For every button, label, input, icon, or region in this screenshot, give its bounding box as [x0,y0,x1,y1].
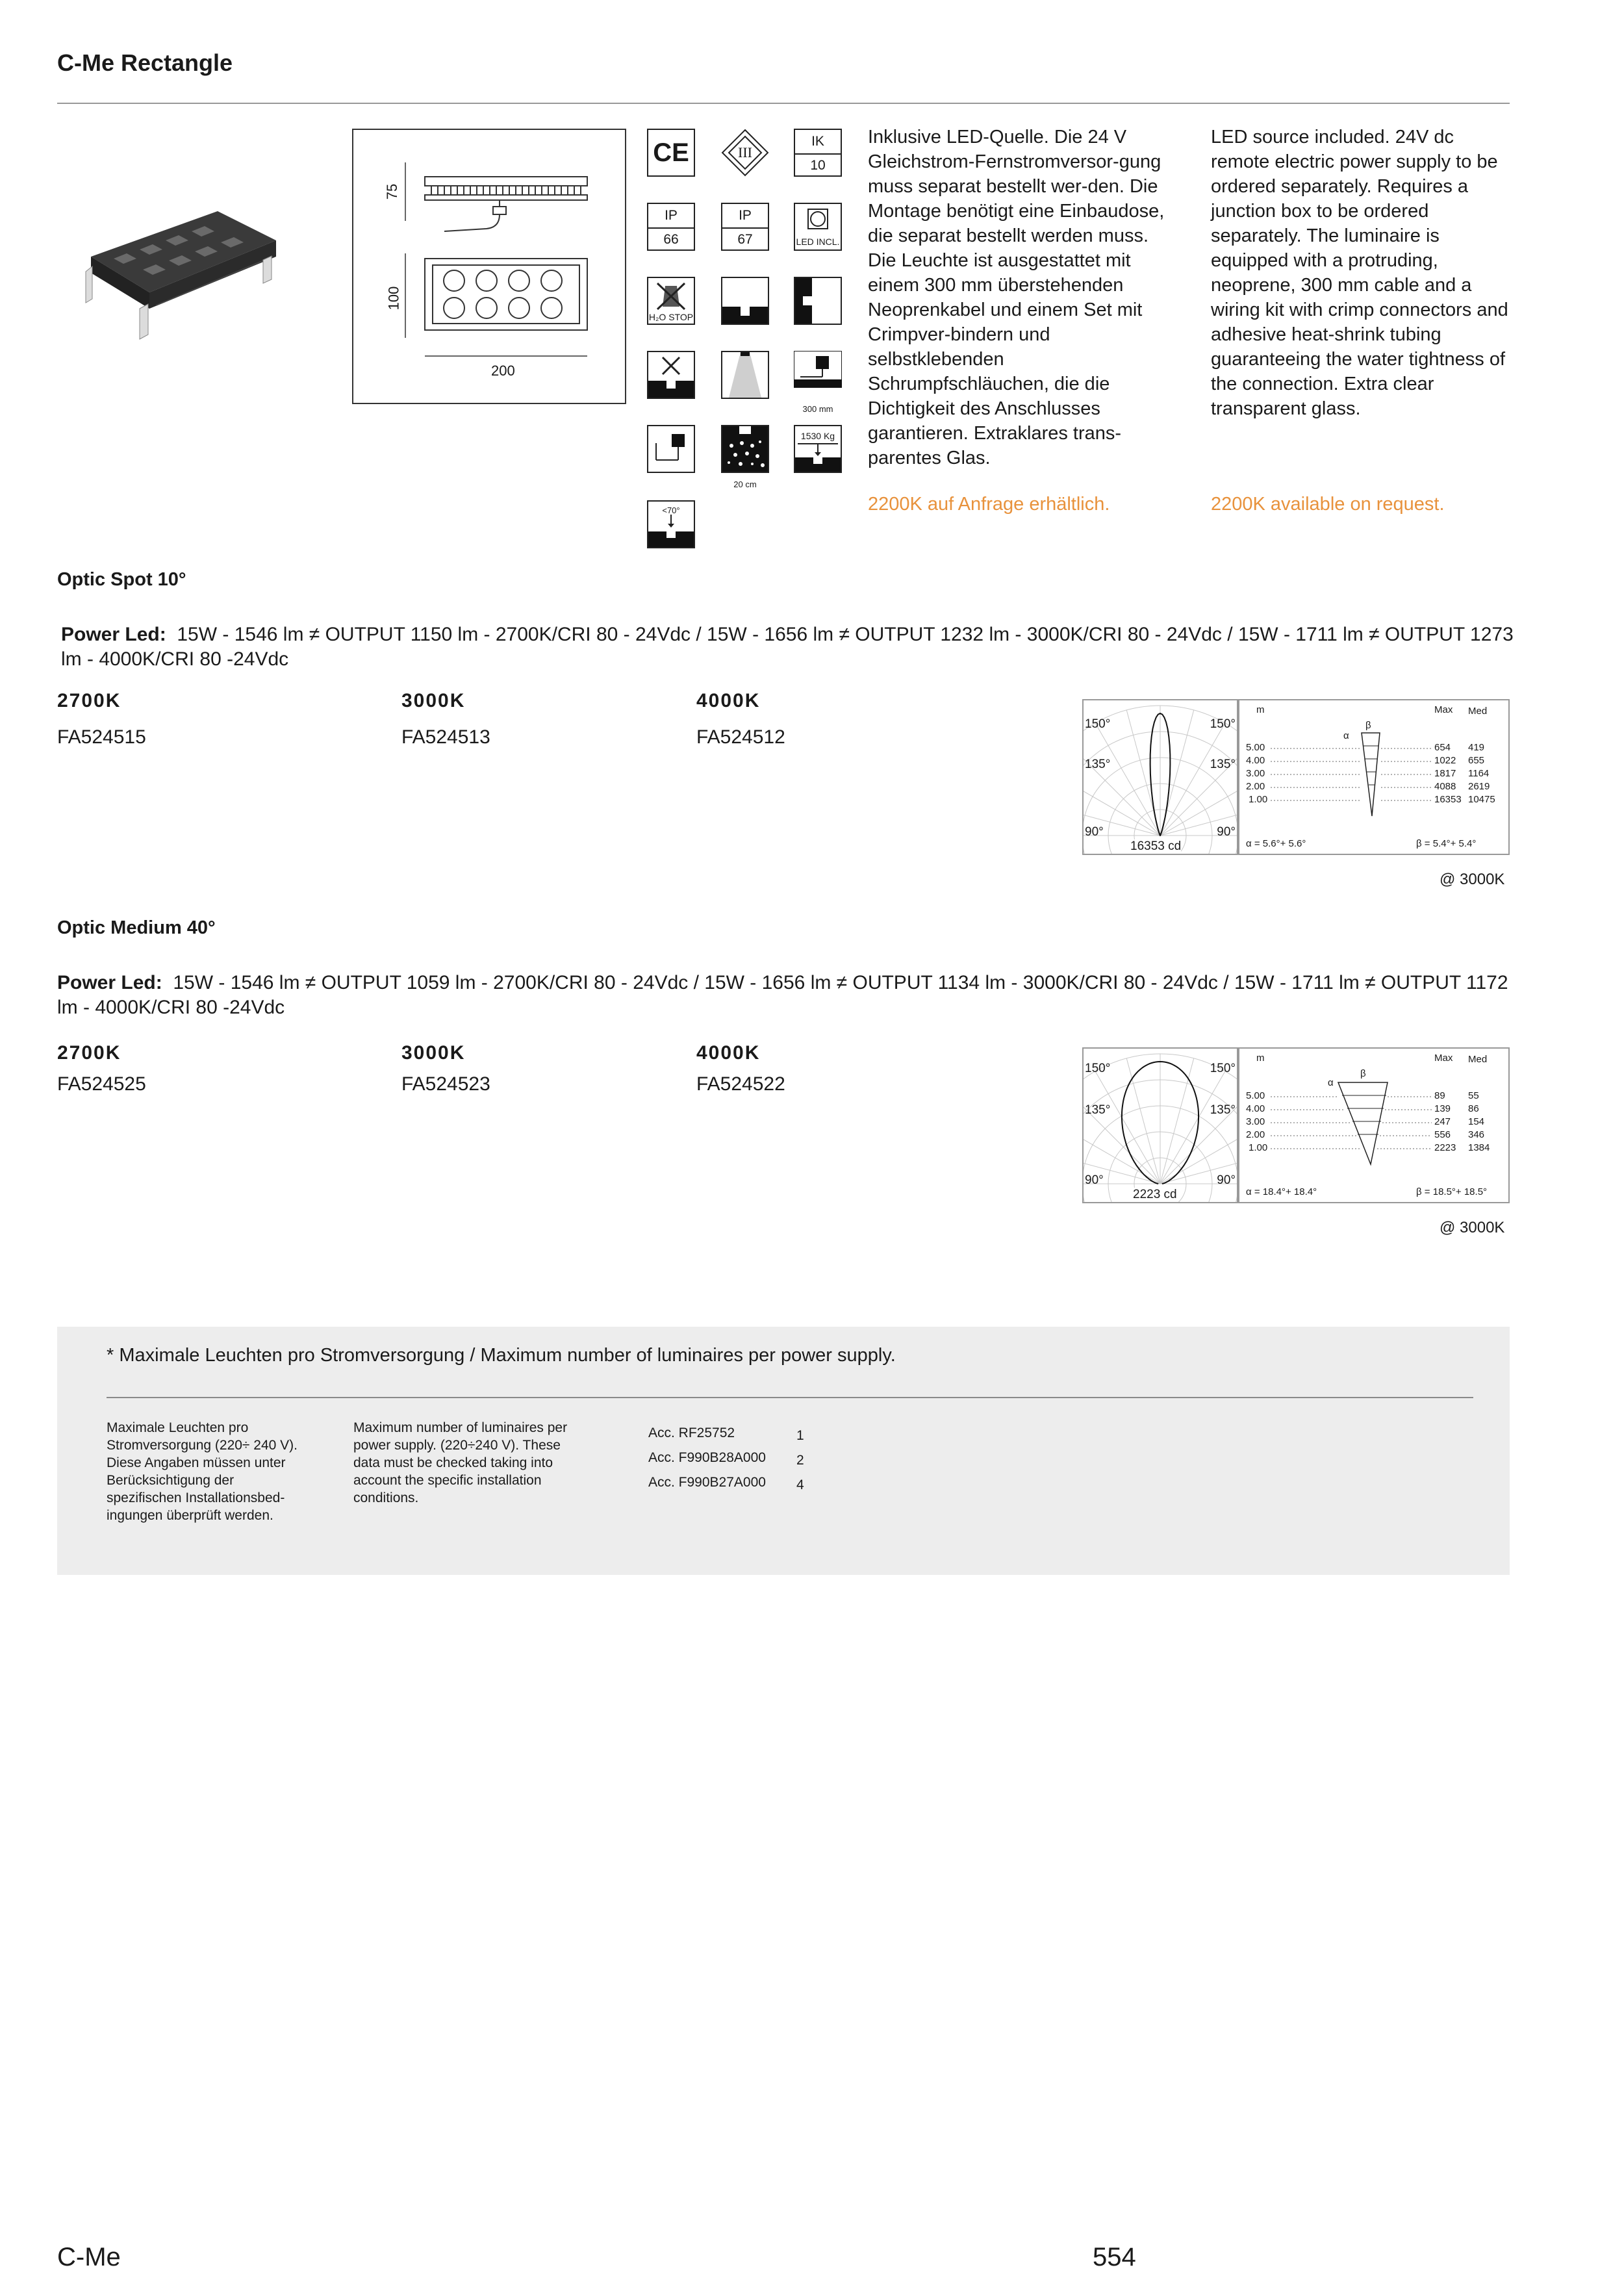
spot-peak-intensity: 16353 cd [1130,839,1182,853]
note-en: 2200K available on request. [1211,494,1445,515]
medium-angle-90-left: 90° [1085,1173,1104,1187]
row-2-med: 655 [1468,755,1485,766]
row-1-med: 55 [1468,1090,1479,1101]
spot-illuminance-table [1238,699,1510,855]
row-2-med: 86 [1468,1103,1479,1114]
accessory-1: Acc. RF25752 [648,1425,735,1440]
power-supply-divider [107,1397,1473,1398]
row-1-max: 89 [1434,1090,1445,1101]
beta-label: β [1360,1068,1366,1079]
row-5-max: 16353 [1434,794,1462,805]
row-3-distance: 3.00 [1246,768,1265,779]
ip67-icon: IP 67 [721,203,769,251]
spot-angle-150-right: 150° [1210,717,1236,731]
footer-page-number: 554 [1093,2243,1136,2271]
product-image [78,195,292,351]
row-4-med: 2619 [1468,781,1490,792]
row-4-max: 4088 [1434,781,1456,792]
note-de: 2200K auf Anfrage erhältlich. [868,494,1110,515]
table-med-header: Med [1468,706,1488,717]
power-supply-note-de: Maximale Leuchten pro Stromversorgung (220÷ 240 V). Diese Angaben müssen unter Berücksichtigung der spezifischen Installationsbed-ingungen überprüft werden. [107,1420,298,1523]
medium-temp-2700: 2700K [57,1042,121,1064]
row-5-med: 10475 [1468,794,1495,805]
table-med-header: Med [1468,1054,1488,1065]
certification-icons [647,129,848,557]
recessed-wall-icon [794,277,842,325]
footer-family: C-Me [57,2243,121,2271]
spot-code-4000: FA524512 [696,726,785,748]
driver-remote-icon [647,425,695,473]
power-led-specs: 15W - 1546 lm ≠ OUTPUT 1059 lm - 2700K/CRI 80 - 24Vdc / 15W - 1656 lm ≠ OUTPUT 1134 lm - 3000K/CRI 80 - 24Vdc / 15W - 1711 lm ≠ OUTPUT 1172 lm - 4000K/CRI 80 -24Vdc [57,972,1508,1018]
accessory-1-count: 1 [796,1428,804,1443]
recessed-floor-icon [721,277,769,325]
row-3-max: 1817 [1434,768,1456,779]
polar-grid-spoke [1160,1058,1194,1184]
accessory-3-count: 4 [796,1477,804,1492]
alpha-label: α [1343,730,1349,741]
row-3-med: 1164 [1468,768,1490,779]
spot-temp-4000: 4000K [696,690,761,711]
description-en: LED source included. 24V dc remote electric power supply to be ordered separately. Requires a junction box to be ordered separately. The luminaire is equipped with a protruding, neoprene, 300 mm cable and a wiring kit with crimp connectors and adhesive heat-shrink tubing guaranteeing the water tightness of the connection. Extra clear transparent glass. [1211,127,1508,419]
table-unit-m: m [1256,1053,1265,1064]
cable-length-icon: 300 mm [794,351,842,399]
row-5-med: 1384 [1468,1142,1490,1153]
spot-angle-90-left: 90° [1085,825,1104,839]
power-supply-heading: * Maximale Leuchten pro Stromversorgung / Maximum number of luminaires per power supply. [107,1345,896,1366]
row-3-max: 247 [1434,1116,1451,1127]
power-led-specs: 15W - 1546 lm ≠ OUTPUT 1150 lm - 2700K/CRI 80 - 24Vdc / 15W - 1656 lm ≠ OUTPUT 1232 lm - 3000K/CRI 80 - 24Vdc / 15W - 1711 lm ≠ OUTPUT 1273 lm - 4000K/CRI 80 -24Vdc [61,624,1514,670]
header-divider [57,103,1510,104]
beta-label: β [1365,720,1371,731]
row-4-med: 346 [1468,1129,1485,1140]
power-led-label: Power Led: [61,624,166,645]
optic-spot-title: Optic Spot 10° [57,569,186,590]
medium-illuminance-table [1238,1047,1510,1203]
table-max-header: Max [1434,1053,1453,1064]
medium-angle-135-right: 135° [1210,1103,1236,1117]
not-walkable-icon [647,351,695,399]
medium-temp-3000: 3000K [401,1042,466,1064]
accessory-2: Acc. F990B28A000 [648,1450,766,1465]
row-5-max: 2223 [1434,1142,1456,1153]
row-4-distance: 2.00 [1246,1129,1265,1140]
ce-icon: CE [647,129,695,177]
row-4-distance: 2.00 [1246,781,1265,792]
polar-grid-spoke [1126,1058,1160,1184]
row-2-max: 1022 [1434,755,1456,766]
row-1-max: 654 [1434,742,1451,753]
optic-spot-power [61,622,1516,672]
accessory-3: Acc. F990B27A000 [648,1475,766,1490]
accessory-2-count: 2 [796,1453,804,1468]
spot-angle-90-right: 90° [1217,825,1236,839]
spot-temp-2700: 2700K [57,690,121,711]
ip66-icon: IP 66 [647,203,695,251]
gravel-spacing-icon: 20 cm [721,425,769,473]
spot-angle-135-left: 135° [1085,758,1111,771]
medium-code-4000: FA524522 [696,1073,785,1095]
ik-rating-icon: IK 10 [794,129,842,177]
table-unit-m: m [1256,704,1265,715]
medium-angle-150-right: 150° [1210,1062,1236,1075]
medium-temp-4000: 4000K [696,1042,761,1064]
dim-height-top: 75 [384,183,401,200]
row-2-distance: 4.00 [1246,755,1265,766]
medium-code-2700: FA524525 [57,1073,146,1095]
alpha-note: α = 18.4°+ 18.4° [1246,1186,1317,1197]
light-beam-icon [721,351,769,399]
alpha-note: α = 5.6°+ 5.6° [1246,838,1306,849]
spot-angle-150-left: 150° [1085,717,1111,731]
row-3-med: 154 [1468,1116,1485,1127]
row-5-distance: 1.00 [1249,1142,1268,1153]
row-5-distance: 1.00 [1249,794,1268,805]
spot-angle-135-right: 135° [1210,758,1236,771]
load-bearing-icon: 1530 Kg [794,425,842,473]
spot-reference-temp: @ 3000K [1440,871,1505,888]
medium-angle-90-right: 90° [1217,1173,1236,1187]
dim-height-side: 100 [385,286,402,311]
medium-peak-intensity: 2223 cd [1133,1188,1177,1201]
row-1-distance: 5.00 [1246,1090,1265,1101]
table-max-header: Max [1434,704,1453,715]
medium-angle-135-left: 135° [1085,1103,1111,1117]
description-de: Inklusive LED-Quelle. Die 24 V Gleichstrom-Fernstromversor-gung muss separat bestellt wer-den. Die Montage benötigt eine Einbaudose, die separat bestellt werden muss. Die Leuchte ist ausgestattet mit einem 300 mm überstehenden Neoprenkabel und einem Set mit Crimpver-bindern und selbstklebenden Schrumpfschläuchen, die die Dichtigkeit des Anschlusses garantieren. Extraklares trans-parentes Glas. [868,127,1165,468]
row-4-max: 556 [1434,1129,1451,1140]
medium-reference-temp: @ 3000K [1440,1219,1505,1236]
h2o-stop-icon: H₂O STOP [647,277,695,325]
optic-medium-title: Optic Medium 40° [57,917,216,938]
page-title: C-Me Rectangle [57,49,233,76]
row-2-max: 139 [1434,1103,1451,1114]
technical-drawing [352,129,626,404]
beta-note: β = 5.4°+ 5.4° [1416,838,1477,849]
class-iii-icon: III [721,129,769,177]
power-supply-note-en: Maximum number of luminaires per power supply. (220÷240 V). These data must be checked taking into account the specific installation conditions. [353,1420,568,1505]
alpha-label: α [1328,1077,1334,1088]
dim-width: 200 [491,363,515,379]
spot-temp-3000: 3000K [401,690,466,711]
medium-code-3000: FA524523 [401,1073,490,1095]
spot-polar-diagram [1082,699,1238,855]
medium-polar-diagram [1082,1047,1238,1203]
beta-note: β = 18.5°+ 18.5° [1416,1186,1488,1197]
row-2-distance: 4.00 [1246,1103,1265,1114]
row-1-distance: 5.00 [1246,742,1265,753]
spot-code-2700: FA524515 [57,726,146,748]
glare-angle-icon: <70° [647,500,695,548]
spot-code-3000: FA524513 [401,726,490,748]
power-led-label: Power Led: [57,972,162,993]
led-included-icon: LED INCL. [794,203,842,251]
optic-medium-power [57,971,1512,1020]
row-1-med: 419 [1468,742,1485,753]
row-3-distance: 3.00 [1246,1116,1265,1127]
medium-angle-150-left: 150° [1085,1062,1111,1075]
